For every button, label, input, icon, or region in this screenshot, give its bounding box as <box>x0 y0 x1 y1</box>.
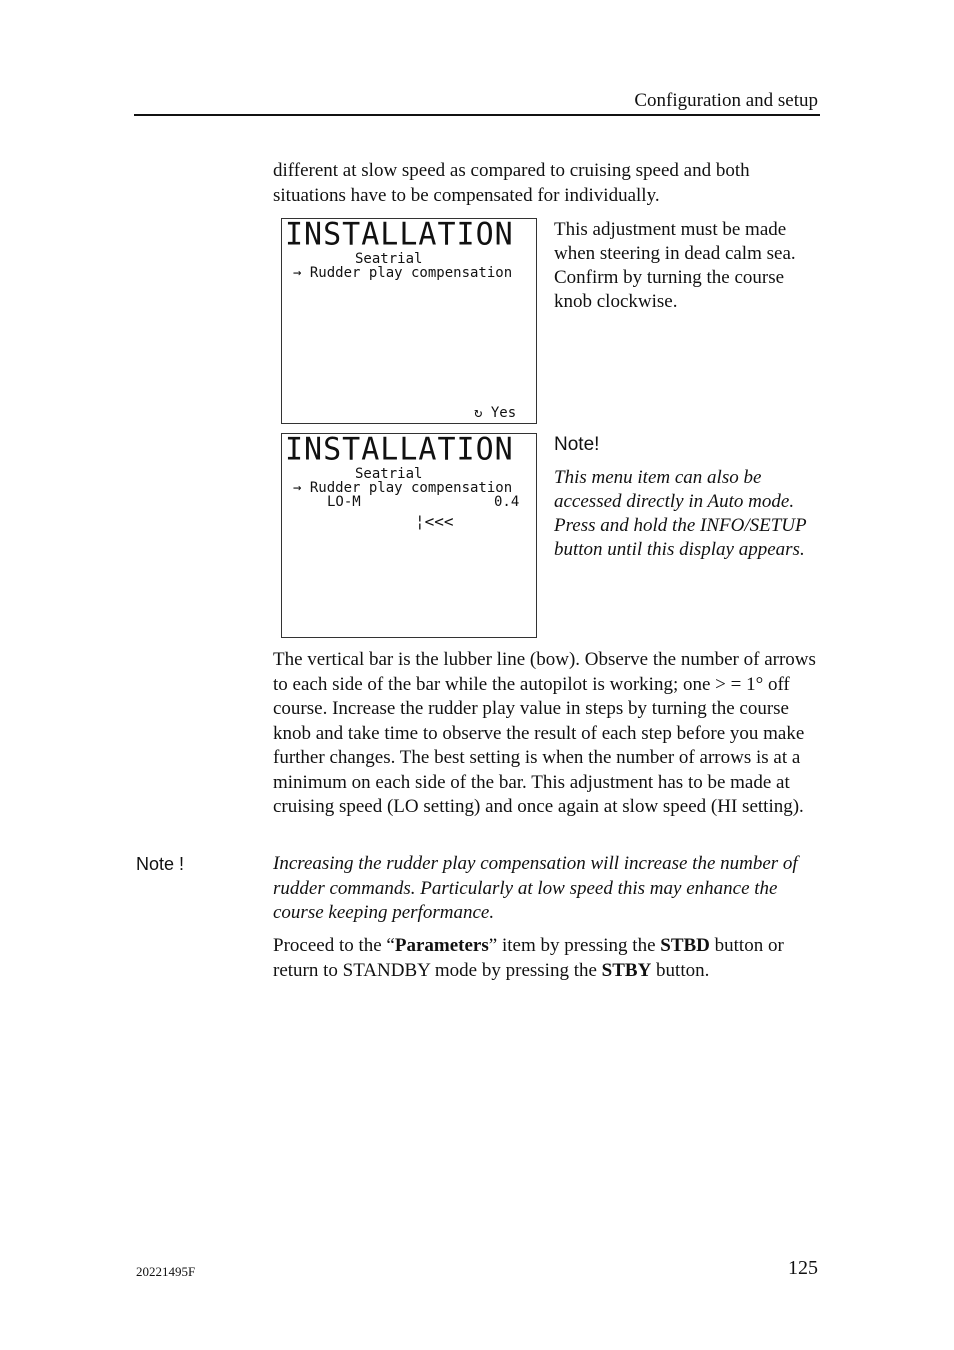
lcd-menu-line: → Rudder play compensation <box>293 265 513 281</box>
lcd-title: INSTALLATION <box>285 216 514 253</box>
lcd-display-setting <box>281 433 537 638</box>
lcd-lubber-indicator: ¦<<< <box>415 512 454 531</box>
lcd-confirm-yes: ↻ Yes <box>474 405 517 421</box>
lcd-setting-label: LO-M <box>327 494 361 510</box>
running-header: Configuration and setup <box>634 90 818 111</box>
parameters-bold: Parameters <box>394 935 489 956</box>
lcd-menu-line: → Rudder play compensation <box>293 480 513 496</box>
lcd-subtitle: Seatrial <box>355 466 423 482</box>
stbd-bold: STBD <box>660 935 710 956</box>
proceed-paragraph: Proceed to the “Parameters” item by pressing the STBD button or return to STANDBY mode by pressing the STBY button. <box>273 935 784 981</box>
intro-paragraph: different at slow speed as compared to cruising speed and both situations have to be compensated for individually. <box>273 160 750 206</box>
lcd-setting-value: 0.4 <box>494 494 520 510</box>
main-paragraph: The vertical bar is the lubber line (bow). Observe the number of arrows to each side of the bar while the autopilot is working; one > = 1° off course. Increase the rudder play value in steps by turning the course knob and take time to observe the result of each step before you make further changes. The best setting is when the number of arrows is at a minimum on each side of the bar. This adjustment has to be made at cruising speed (LO setting) and once again at slow speed (HI setting). <box>273 649 816 817</box>
doc-number: 20221495F <box>136 1264 196 1279</box>
lcd-subtitle: Seatrial <box>355 251 423 267</box>
stby-bold: STBY <box>601 959 652 981</box>
note2-text: Increasing the rudder play compensation will increase the number of rudder commands. Particularly at low speed this may enhance the course keeping performance. <box>273 853 798 923</box>
display1-caption: This adjustment must be made when steering in dead calm sea. Confirm by turning the course knob clockwise. <box>554 219 796 312</box>
note1-text: This menu item can also be accessed directly in Auto mode. Press and hold the INFO/SETUP button until this display appears. <box>554 467 807 560</box>
page-number: 125 <box>788 1257 818 1279</box>
lcd-display-confirm <box>281 218 537 424</box>
note2-label: Note ! <box>136 854 185 874</box>
header-rule <box>134 114 820 116</box>
lcd-title: INSTALLATION <box>285 431 514 468</box>
note1-heading: Note! <box>554 434 600 455</box>
